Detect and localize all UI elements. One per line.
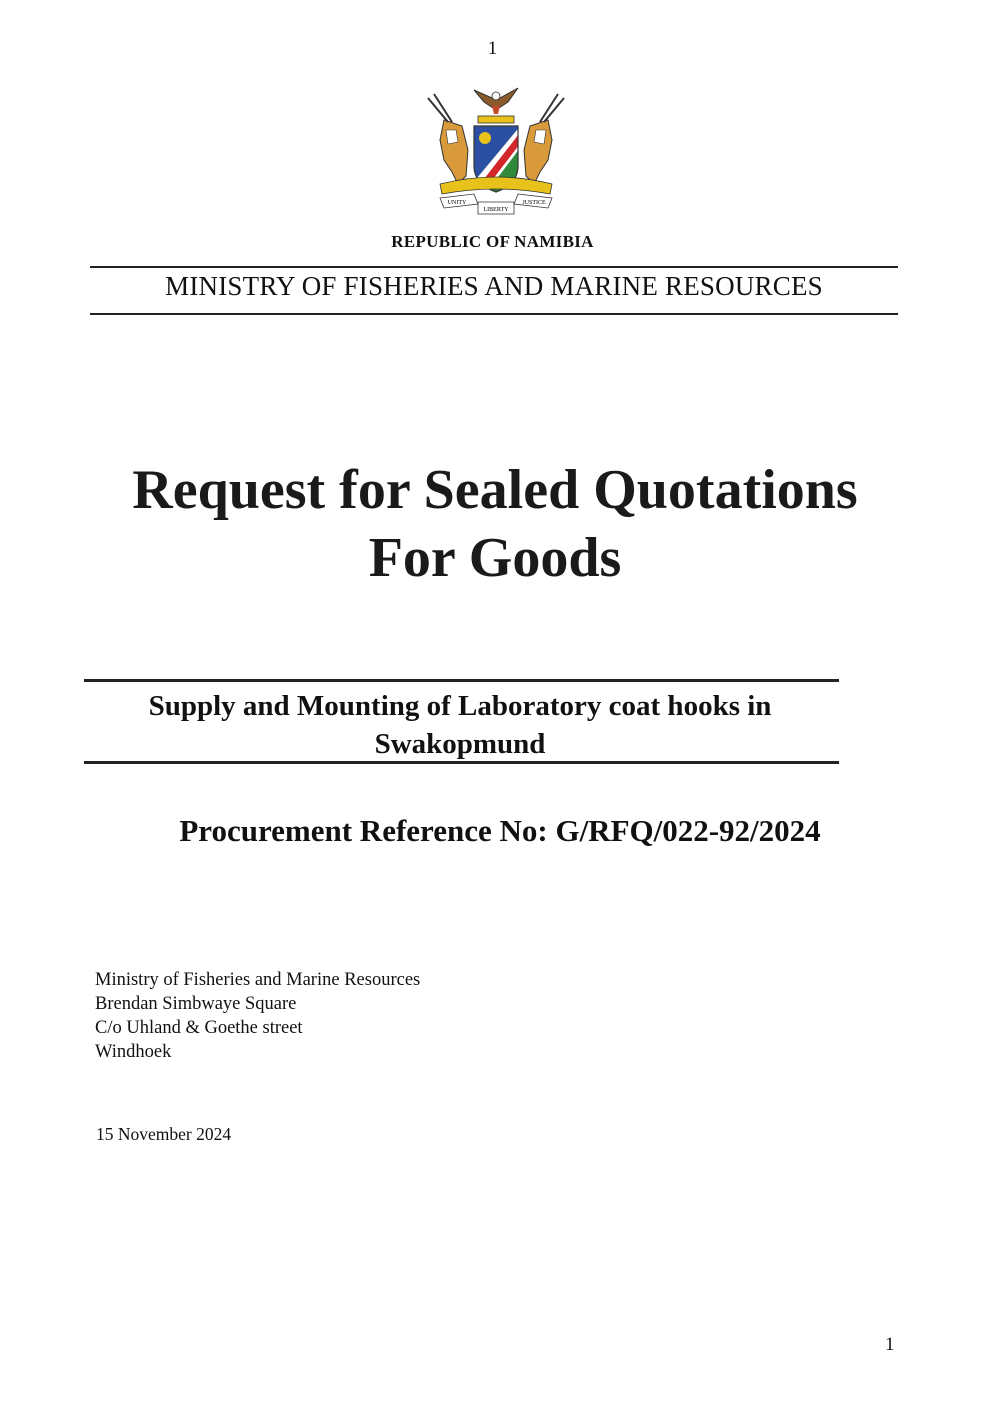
title-line-1: Request for Sealed Quotations [132, 459, 858, 521]
motto-liberty: LIBERTY [483, 207, 509, 213]
page-number-top: 1 [487, 38, 498, 59]
eagle-icon [474, 88, 518, 114]
document-title [60, 456, 930, 592]
procurement-subject [90, 687, 830, 763]
address-line-4: Windhoek [95, 1042, 172, 1062]
oryx-right-icon [524, 94, 564, 184]
ministry-name: MINISTRY OF FISHERIES AND MARINE RESOURCES [165, 271, 823, 301]
procurement-reference: Procurement Reference No: G/RFQ/022-92/2024 [179, 813, 821, 848]
document-date: 15 November 2024 [96, 1124, 232, 1144]
subject-line-1: Supply and Mounting of Laboratory coat hooks in [148, 690, 772, 722]
ministry-address [95, 968, 420, 1064]
motto-justice: JUSTICE [522, 200, 546, 206]
country-name: REPUBLIC OF NAMIBIA [391, 232, 594, 251]
subject-line-2: Swakopmund [374, 728, 546, 760]
namibia-coat-of-arms [422, 80, 570, 222]
motto-unity: UNITY [447, 200, 467, 206]
ministry-bottom-rule [90, 313, 898, 315]
oryx-left-icon [428, 94, 468, 184]
subject-top-rule [84, 679, 839, 682]
subject-bottom-rule [84, 761, 839, 764]
ministry-top-rule [90, 266, 898, 268]
page-number-bottom: 1 [885, 1334, 895, 1355]
address-line-2: Brendan Simbwaye Square [95, 994, 297, 1014]
address-line-3: C/o Uhland & Goethe street [95, 1018, 303, 1038]
address-line-1: Ministry of Fisheries and Marine Resources [95, 970, 421, 990]
title-line-2: For Goods [368, 527, 622, 589]
